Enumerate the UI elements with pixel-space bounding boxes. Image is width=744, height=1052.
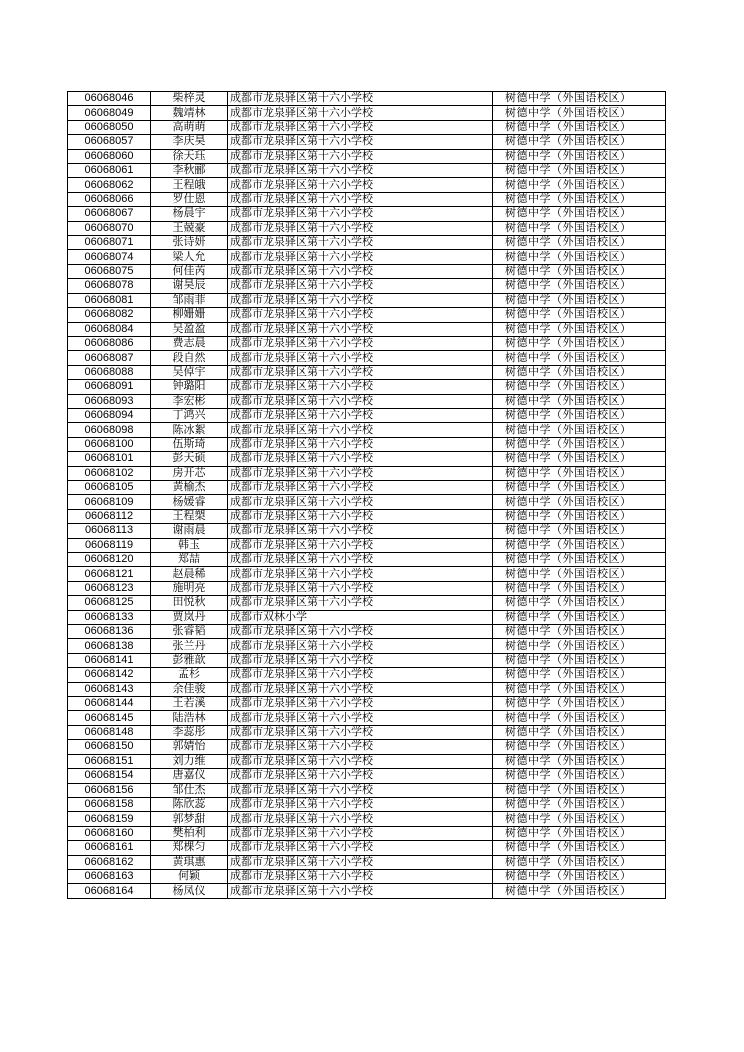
- admitted-school-cell: 树德中学（外国语校区）: [493, 394, 666, 408]
- table-row: [68, 567, 666, 581]
- primary-school-cell: 成都市龙泉驿区第十六小学校: [228, 149, 493, 163]
- student-id-cell: 06068160: [68, 826, 151, 840]
- primary-school-cell: 成都市龙泉驿区第十六小学校: [228, 336, 493, 350]
- student-name-cell: 吴盈盈: [151, 322, 228, 336]
- table-row: [68, 351, 666, 365]
- table-row: [68, 610, 666, 624]
- student-name-cell: 赵晨稀: [151, 567, 228, 581]
- student-name-cell: 伍斯琦: [151, 437, 228, 451]
- student-id-cell: 06068148: [68, 725, 151, 739]
- student-id-cell: 06068050: [68, 120, 151, 134]
- table-row: [68, 553, 666, 567]
- student-name-cell: 田悦秋: [151, 596, 228, 610]
- admitted-school-cell: 树德中学（外国语校区）: [493, 192, 666, 206]
- table-row: [68, 884, 666, 898]
- student-id-cell: 06068133: [68, 610, 151, 624]
- table-row: [68, 106, 666, 120]
- table-row: [68, 336, 666, 350]
- student-name-cell: 魏靖林: [151, 106, 228, 120]
- student-id-cell: 06068162: [68, 855, 151, 869]
- admitted-school-cell: 树德中学（外国语校区）: [493, 221, 666, 235]
- student-id-cell: 06068101: [68, 452, 151, 466]
- primary-school-cell: 成都市龙泉驿区第十六小学校: [228, 783, 493, 797]
- student-id-cell: 06068138: [68, 639, 151, 653]
- table-row: [68, 394, 666, 408]
- student-name-cell: 贾岚丹: [151, 610, 228, 624]
- admitted-school-cell: 树德中学（外国语校区）: [493, 596, 666, 610]
- table-row: [68, 437, 666, 451]
- table-row: [68, 538, 666, 552]
- student-id-cell: 06068088: [68, 365, 151, 379]
- admitted-school-cell: 树德中学（外国语校区）: [493, 178, 666, 192]
- student-name-cell: 柴梓灵: [151, 92, 228, 106]
- table-row: [68, 192, 666, 206]
- table-row: [68, 869, 666, 883]
- student-id-cell: 06068112: [68, 509, 151, 523]
- student-id-cell: 06068078: [68, 279, 151, 293]
- table-row: [68, 408, 666, 422]
- student-name-cell: 张睿韬: [151, 625, 228, 639]
- admitted-school-cell: 树德中学（外国语校区）: [493, 452, 666, 466]
- primary-school-cell: 成都市龙泉驿区第十六小学校: [228, 452, 493, 466]
- primary-school-cell: 成都市双林小学: [228, 610, 493, 624]
- student-name-cell: 邹仕杰: [151, 783, 228, 797]
- primary-school-cell: 成都市龙泉驿区第十六小学校: [228, 408, 493, 422]
- admitted-school-cell: 树德中学（外国语校区）: [493, 855, 666, 869]
- student-id-cell: 06068125: [68, 596, 151, 610]
- student-name-cell: 李庆昊: [151, 135, 228, 149]
- admitted-school-cell: 树德中学（外国语校区）: [493, 279, 666, 293]
- student-name-cell: 刘力维: [151, 754, 228, 768]
- table-row: [68, 322, 666, 336]
- student-name-cell: 王程槊: [151, 509, 228, 523]
- student-name-cell: 余佳骏: [151, 682, 228, 696]
- primary-school-cell: 成都市龙泉驿区第十六小学校: [228, 869, 493, 883]
- table-row: [68, 92, 666, 106]
- table-row: [68, 365, 666, 379]
- admitted-school-cell: 树德中学（外国语校区）: [493, 236, 666, 250]
- student-id-cell: 06068046: [68, 92, 151, 106]
- table-row: [68, 308, 666, 322]
- primary-school-cell: 成都市龙泉驿区第十六小学校: [228, 826, 493, 840]
- primary-school-cell: 成都市龙泉驿区第十六小学校: [228, 480, 493, 494]
- primary-school-cell: 成都市龙泉驿区第十六小学校: [228, 192, 493, 206]
- admitted-school-cell: 树德中学（外国语校区）: [493, 351, 666, 365]
- student-id-cell: 06068074: [68, 250, 151, 264]
- table-row: [68, 754, 666, 768]
- student-name-cell: 陈欣蕊: [151, 797, 228, 811]
- table-row: [68, 207, 666, 221]
- table-row: [68, 668, 666, 682]
- table-row: [68, 625, 666, 639]
- student-name-cell: 唐嘉仪: [151, 769, 228, 783]
- admitted-school-cell: 树德中学（外国语校区）: [493, 668, 666, 682]
- student-id-cell: 06068145: [68, 711, 151, 725]
- student-id-cell: 06068136: [68, 625, 151, 639]
- student-id-cell: 06068142: [68, 668, 151, 682]
- admitted-school-cell: 树德中学（外国语校区）: [493, 106, 666, 120]
- primary-school-cell: 成都市龙泉驿区第十六小学校: [228, 625, 493, 639]
- table-row: [68, 164, 666, 178]
- table-row: [68, 639, 666, 653]
- admitted-school-cell: 树德中学（外国语校区）: [493, 754, 666, 768]
- admitted-school-cell: 树德中学（外国语校区）: [493, 841, 666, 855]
- admitted-school-cell: 树德中学（外国语校区）: [493, 495, 666, 509]
- admitted-school-cell: 树德中学（外国语校区）: [493, 322, 666, 336]
- student-id-cell: 06068082: [68, 308, 151, 322]
- primary-school-cell: 成都市龙泉驿区第十六小学校: [228, 207, 493, 221]
- student-name-cell: 李秋郦: [151, 164, 228, 178]
- student-id-cell: 06068123: [68, 581, 151, 595]
- student-name-cell: 杨凤仪: [151, 884, 228, 898]
- admitted-school-cell: 树德中学（外国语校区）: [493, 653, 666, 667]
- admitted-school-cell: 树德中学（外国语校区）: [493, 725, 666, 739]
- student-name-cell: 费志晨: [151, 336, 228, 350]
- student-id-cell: 06068102: [68, 466, 151, 480]
- admitted-school-cell: 树德中学（外国语校区）: [493, 149, 666, 163]
- admitted-school-cell: 树德中学（外国语校区）: [493, 625, 666, 639]
- student-id-cell: 06068081: [68, 293, 151, 307]
- student-name-cell: 房开芯: [151, 466, 228, 480]
- primary-school-cell: 成都市龙泉驿区第十六小学校: [228, 236, 493, 250]
- primary-school-cell: 成都市龙泉驿区第十六小学校: [228, 740, 493, 754]
- primary-school-cell: 成都市龙泉驿区第十六小学校: [228, 524, 493, 538]
- primary-school-cell: 成都市龙泉驿区第十六小学校: [228, 841, 493, 855]
- table-row: [68, 480, 666, 494]
- admitted-school-cell: 树德中学（外国语校区）: [493, 567, 666, 581]
- table-row: [68, 380, 666, 394]
- admitted-school-cell: 树德中学（外国语校区）: [493, 120, 666, 134]
- student-name-cell: 高萌萌: [151, 120, 228, 134]
- student-id-cell: 06068113: [68, 524, 151, 538]
- student-id-cell: 06068120: [68, 553, 151, 567]
- student-name-cell: 郑喆: [151, 553, 228, 567]
- table-row: [68, 711, 666, 725]
- admitted-school-cell: 树德中学（外国语校区）: [493, 711, 666, 725]
- primary-school-cell: 成都市龙泉驿区第十六小学校: [228, 466, 493, 480]
- primary-school-cell: 成都市龙泉驿区第十六小学校: [228, 769, 493, 783]
- primary-school-cell: 成都市龙泉驿区第十六小学校: [228, 308, 493, 322]
- student-id-cell: 06068087: [68, 351, 151, 365]
- student-id-cell: 06068067: [68, 207, 151, 221]
- student-name-cell: 韩玉: [151, 538, 228, 552]
- primary-school-cell: 成都市龙泉驿区第十六小学校: [228, 351, 493, 365]
- admitted-school-cell: 树德中学（外国语校区）: [493, 466, 666, 480]
- admitted-school-cell: 树德中学（外国语校区）: [493, 524, 666, 538]
- table-row: [68, 653, 666, 667]
- primary-school-cell: 成都市龙泉驿区第十六小学校: [228, 293, 493, 307]
- admitted-school-cell: 树德中学（外国语校区）: [493, 682, 666, 696]
- primary-school-cell: 成都市龙泉驿区第十六小学校: [228, 812, 493, 826]
- table-row: [68, 236, 666, 250]
- primary-school-cell: 成都市龙泉驿区第十六小学校: [228, 250, 493, 264]
- primary-school-cell: 成都市龙泉驿区第十六小学校: [228, 164, 493, 178]
- student-id-cell: 06068151: [68, 754, 151, 768]
- student-name-cell: 陈冰絮: [151, 423, 228, 437]
- table-row: [68, 826, 666, 840]
- table-row: [68, 466, 666, 480]
- table-row: [68, 178, 666, 192]
- admitted-school-cell: 树德中学（外国语校区）: [493, 639, 666, 653]
- student-id-cell: 06068093: [68, 394, 151, 408]
- primary-school-cell: 成都市龙泉驿区第十六小学校: [228, 797, 493, 811]
- primary-school-cell: 成都市龙泉驿区第十六小学校: [228, 538, 493, 552]
- student-name-cell: 何佳芮: [151, 264, 228, 278]
- admitted-school-cell: 树德中学（外国语校区）: [493, 783, 666, 797]
- student-name-cell: 王兢豪: [151, 221, 228, 235]
- admitted-school-cell: 树德中学（外国语校区）: [493, 769, 666, 783]
- admitted-school-cell: 树德中学（外国语校区）: [493, 293, 666, 307]
- student-name-cell: 李蕊彤: [151, 725, 228, 739]
- primary-school-cell: 成都市龙泉驿区第十六小学校: [228, 394, 493, 408]
- table-row: [68, 812, 666, 826]
- admitted-school-cell: 树德中学（外国语校区）: [493, 437, 666, 451]
- student-name-cell: 郑棵匀: [151, 841, 228, 855]
- primary-school-cell: 成都市龙泉驿区第十六小学校: [228, 754, 493, 768]
- table-row: [68, 293, 666, 307]
- admitted-school-cell: 树德中学（外国语校区）: [493, 581, 666, 595]
- student-id-cell: 06068154: [68, 769, 151, 783]
- student-id-cell: 06068158: [68, 797, 151, 811]
- student-id-cell: 06068084: [68, 322, 151, 336]
- student-name-cell: 黄榆杰: [151, 480, 228, 494]
- primary-school-cell: 成都市龙泉驿区第十六小学校: [228, 279, 493, 293]
- student-id-cell: 06068150: [68, 740, 151, 754]
- student-id-cell: 06068159: [68, 812, 151, 826]
- student-name-cell: 杨媛睿: [151, 495, 228, 509]
- table-row: [68, 855, 666, 869]
- table-row: [68, 135, 666, 149]
- admitted-school-cell: 树德中学（外国语校区）: [493, 884, 666, 898]
- admitted-school-cell: 树德中学（外国语校区）: [493, 538, 666, 552]
- table-row: [68, 149, 666, 163]
- admitted-school-cell: 树德中学（外国语校区）: [493, 740, 666, 754]
- table-row: [68, 452, 666, 466]
- student-id-cell: 06068071: [68, 236, 151, 250]
- primary-school-cell: 成都市龙泉驿区第十六小学校: [228, 264, 493, 278]
- student-id-cell: 06068070: [68, 221, 151, 235]
- table-row: [68, 769, 666, 783]
- table-row: [68, 841, 666, 855]
- admitted-school-cell: 树德中学（外国语校区）: [493, 509, 666, 523]
- primary-school-cell: 成都市龙泉驿区第十六小学校: [228, 509, 493, 523]
- table-row: [68, 509, 666, 523]
- primary-school-cell: 成都市龙泉驿区第十六小学校: [228, 653, 493, 667]
- student-name-cell: 罗仕恩: [151, 192, 228, 206]
- table-row: [68, 221, 666, 235]
- student-name-cell: 吴倬宇: [151, 365, 228, 379]
- admitted-school-cell: 树德中学（外国语校区）: [493, 812, 666, 826]
- table-row: [68, 596, 666, 610]
- student-name-cell: 郭婧怡: [151, 740, 228, 754]
- student-id-cell: 06068144: [68, 697, 151, 711]
- primary-school-cell: 成都市龙泉驿区第十六小学校: [228, 581, 493, 595]
- student-id-cell: 06068086: [68, 336, 151, 350]
- student-id-cell: 06068163: [68, 869, 151, 883]
- table-row: [68, 120, 666, 134]
- primary-school-cell: 成都市龙泉驿区第十六小学校: [228, 495, 493, 509]
- student-name-cell: 王若溪: [151, 697, 228, 711]
- table-row: [68, 682, 666, 696]
- primary-school-cell: 成都市龙泉驿区第十六小学校: [228, 92, 493, 106]
- table-row: [68, 495, 666, 509]
- admitted-school-cell: 树德中学（外国语校区）: [493, 92, 666, 106]
- table-row: [68, 725, 666, 739]
- primary-school-cell: 成都市龙泉驿区第十六小学校: [228, 639, 493, 653]
- admitted-school-cell: 树德中学（外国语校区）: [493, 480, 666, 494]
- student-id-cell: 06068075: [68, 264, 151, 278]
- student-name-cell: 李宏彬: [151, 394, 228, 408]
- student-name-cell: 段自然: [151, 351, 228, 365]
- student-id-cell: 06068094: [68, 408, 151, 422]
- student-name-cell: 彭天硕: [151, 452, 228, 466]
- student-name-cell: 王程皒: [151, 178, 228, 192]
- student-name-cell: 樊柏利: [151, 826, 228, 840]
- primary-school-cell: 成都市龙泉驿区第十六小学校: [228, 423, 493, 437]
- student-id-cell: 06068164: [68, 884, 151, 898]
- student-id-cell: 06068066: [68, 192, 151, 206]
- student-id-cell: 06068161: [68, 841, 151, 855]
- student-id-cell: 06068143: [68, 682, 151, 696]
- student-name-cell: 柳姗姗: [151, 308, 228, 322]
- student-id-cell: 06068091: [68, 380, 151, 394]
- student-id-cell: 06068141: [68, 653, 151, 667]
- student-name-cell: 邹雨菲: [151, 293, 228, 307]
- student-id-cell: 06068156: [68, 783, 151, 797]
- student-id-cell: 06068098: [68, 423, 151, 437]
- admitted-school-cell: 树德中学（外国语校区）: [493, 553, 666, 567]
- table-row: [68, 740, 666, 754]
- primary-school-cell: 成都市龙泉驿区第十六小学校: [228, 437, 493, 451]
- student-name-cell: 张诗妍: [151, 236, 228, 250]
- table-row: [68, 581, 666, 595]
- admitted-school-cell: 树德中学（外国语校区）: [493, 797, 666, 811]
- student-name-cell: 徐天珏: [151, 149, 228, 163]
- student-name-cell: 郭梦甜: [151, 812, 228, 826]
- student-id-cell: 06068105: [68, 480, 151, 494]
- primary-school-cell: 成都市龙泉驿区第十六小学校: [228, 711, 493, 725]
- student-id-cell: 06068119: [68, 538, 151, 552]
- student-id-cell: 06068109: [68, 495, 151, 509]
- student-name-cell: 谢昊辰: [151, 279, 228, 293]
- primary-school-cell: 成都市龙泉驿区第十六小学校: [228, 221, 493, 235]
- admitted-school-cell: 树德中学（外国语校区）: [493, 380, 666, 394]
- table-row: [68, 264, 666, 278]
- primary-school-cell: 成都市龙泉驿区第十六小学校: [228, 365, 493, 379]
- student-id-cell: 06068060: [68, 149, 151, 163]
- primary-school-cell: 成都市龙泉驿区第十六小学校: [228, 322, 493, 336]
- student-id-cell: 06068062: [68, 178, 151, 192]
- admitted-school-cell: 树德中学（外国语校区）: [493, 135, 666, 149]
- primary-school-cell: 成都市龙泉驿区第十六小学校: [228, 178, 493, 192]
- admitted-school-cell: 树德中学（外国语校区）: [493, 423, 666, 437]
- primary-school-cell: 成都市龙泉驿区第十六小学校: [228, 380, 493, 394]
- table-row: [68, 797, 666, 811]
- table-row: [68, 783, 666, 797]
- student-name-cell: 陆浩林: [151, 711, 228, 725]
- student-name-cell: 谢雨晨: [151, 524, 228, 538]
- primary-school-cell: 成都市龙泉驿区第十六小学校: [228, 682, 493, 696]
- table-row: [68, 697, 666, 711]
- admitted-school-cell: 树德中学（外国语校区）: [493, 869, 666, 883]
- primary-school-cell: 成都市龙泉驿区第十六小学校: [228, 106, 493, 120]
- table-row: [68, 423, 666, 437]
- primary-school-cell: 成都市龙泉驿区第十六小学校: [228, 725, 493, 739]
- primary-school-cell: 成都市龙泉驿区第十六小学校: [228, 884, 493, 898]
- primary-school-cell: 成都市龙泉驿区第十六小学校: [228, 135, 493, 149]
- student-id-cell: 06068100: [68, 437, 151, 451]
- primary-school-cell: 成都市龙泉驿区第十六小学校: [228, 567, 493, 581]
- admitted-school-cell: 树德中学（外国语校区）: [493, 408, 666, 422]
- student-name-cell: 梁人允: [151, 250, 228, 264]
- student-name-cell: 钟璐阳: [151, 380, 228, 394]
- student-name-cell: 彭雅歆: [151, 653, 228, 667]
- primary-school-cell: 成都市龙泉驿区第十六小学校: [228, 596, 493, 610]
- table-row: [68, 250, 666, 264]
- admitted-school-cell: 树德中学（外国语校区）: [493, 826, 666, 840]
- admission-list-table: [67, 91, 666, 899]
- primary-school-cell: 成都市龙泉驿区第十六小学校: [228, 855, 493, 869]
- student-name-cell: 杨晨宇: [151, 207, 228, 221]
- table-row: [68, 279, 666, 293]
- primary-school-cell: 成都市龙泉驿区第十六小学校: [228, 697, 493, 711]
- student-name-cell: 何颖: [151, 869, 228, 883]
- admitted-school-cell: 树德中学（外国语校区）: [493, 365, 666, 379]
- admitted-school-cell: 树德中学（外国语校区）: [493, 697, 666, 711]
- student-name-cell: 丁鸿兴: [151, 408, 228, 422]
- admitted-school-cell: 树德中学（外国语校区）: [493, 610, 666, 624]
- student-name-cell: 张兰丹: [151, 639, 228, 653]
- primary-school-cell: 成都市龙泉驿区第十六小学校: [228, 668, 493, 682]
- student-name-cell: 孟杉: [151, 668, 228, 682]
- student-id-cell: 06068049: [68, 106, 151, 120]
- student-id-cell: 06068121: [68, 567, 151, 581]
- primary-school-cell: 成都市龙泉驿区第十六小学校: [228, 120, 493, 134]
- admitted-school-cell: 树德中学（外国语校区）: [493, 250, 666, 264]
- admission-list-body: [68, 92, 666, 899]
- student-name-cell: 施明亮: [151, 581, 228, 595]
- student-id-cell: 06068057: [68, 135, 151, 149]
- primary-school-cell: 成都市龙泉驿区第十六小学校: [228, 553, 493, 567]
- admitted-school-cell: 树德中学（外国语校区）: [493, 308, 666, 322]
- admitted-school-cell: 树德中学（外国语校区）: [493, 207, 666, 221]
- admitted-school-cell: 树德中学（外国语校区）: [493, 336, 666, 350]
- admitted-school-cell: 树德中学（外国语校区）: [493, 264, 666, 278]
- table-row: [68, 524, 666, 538]
- admitted-school-cell: 树德中学（外国语校区）: [493, 164, 666, 178]
- student-name-cell: 黄琪惠: [151, 855, 228, 869]
- student-id-cell: 06068061: [68, 164, 151, 178]
